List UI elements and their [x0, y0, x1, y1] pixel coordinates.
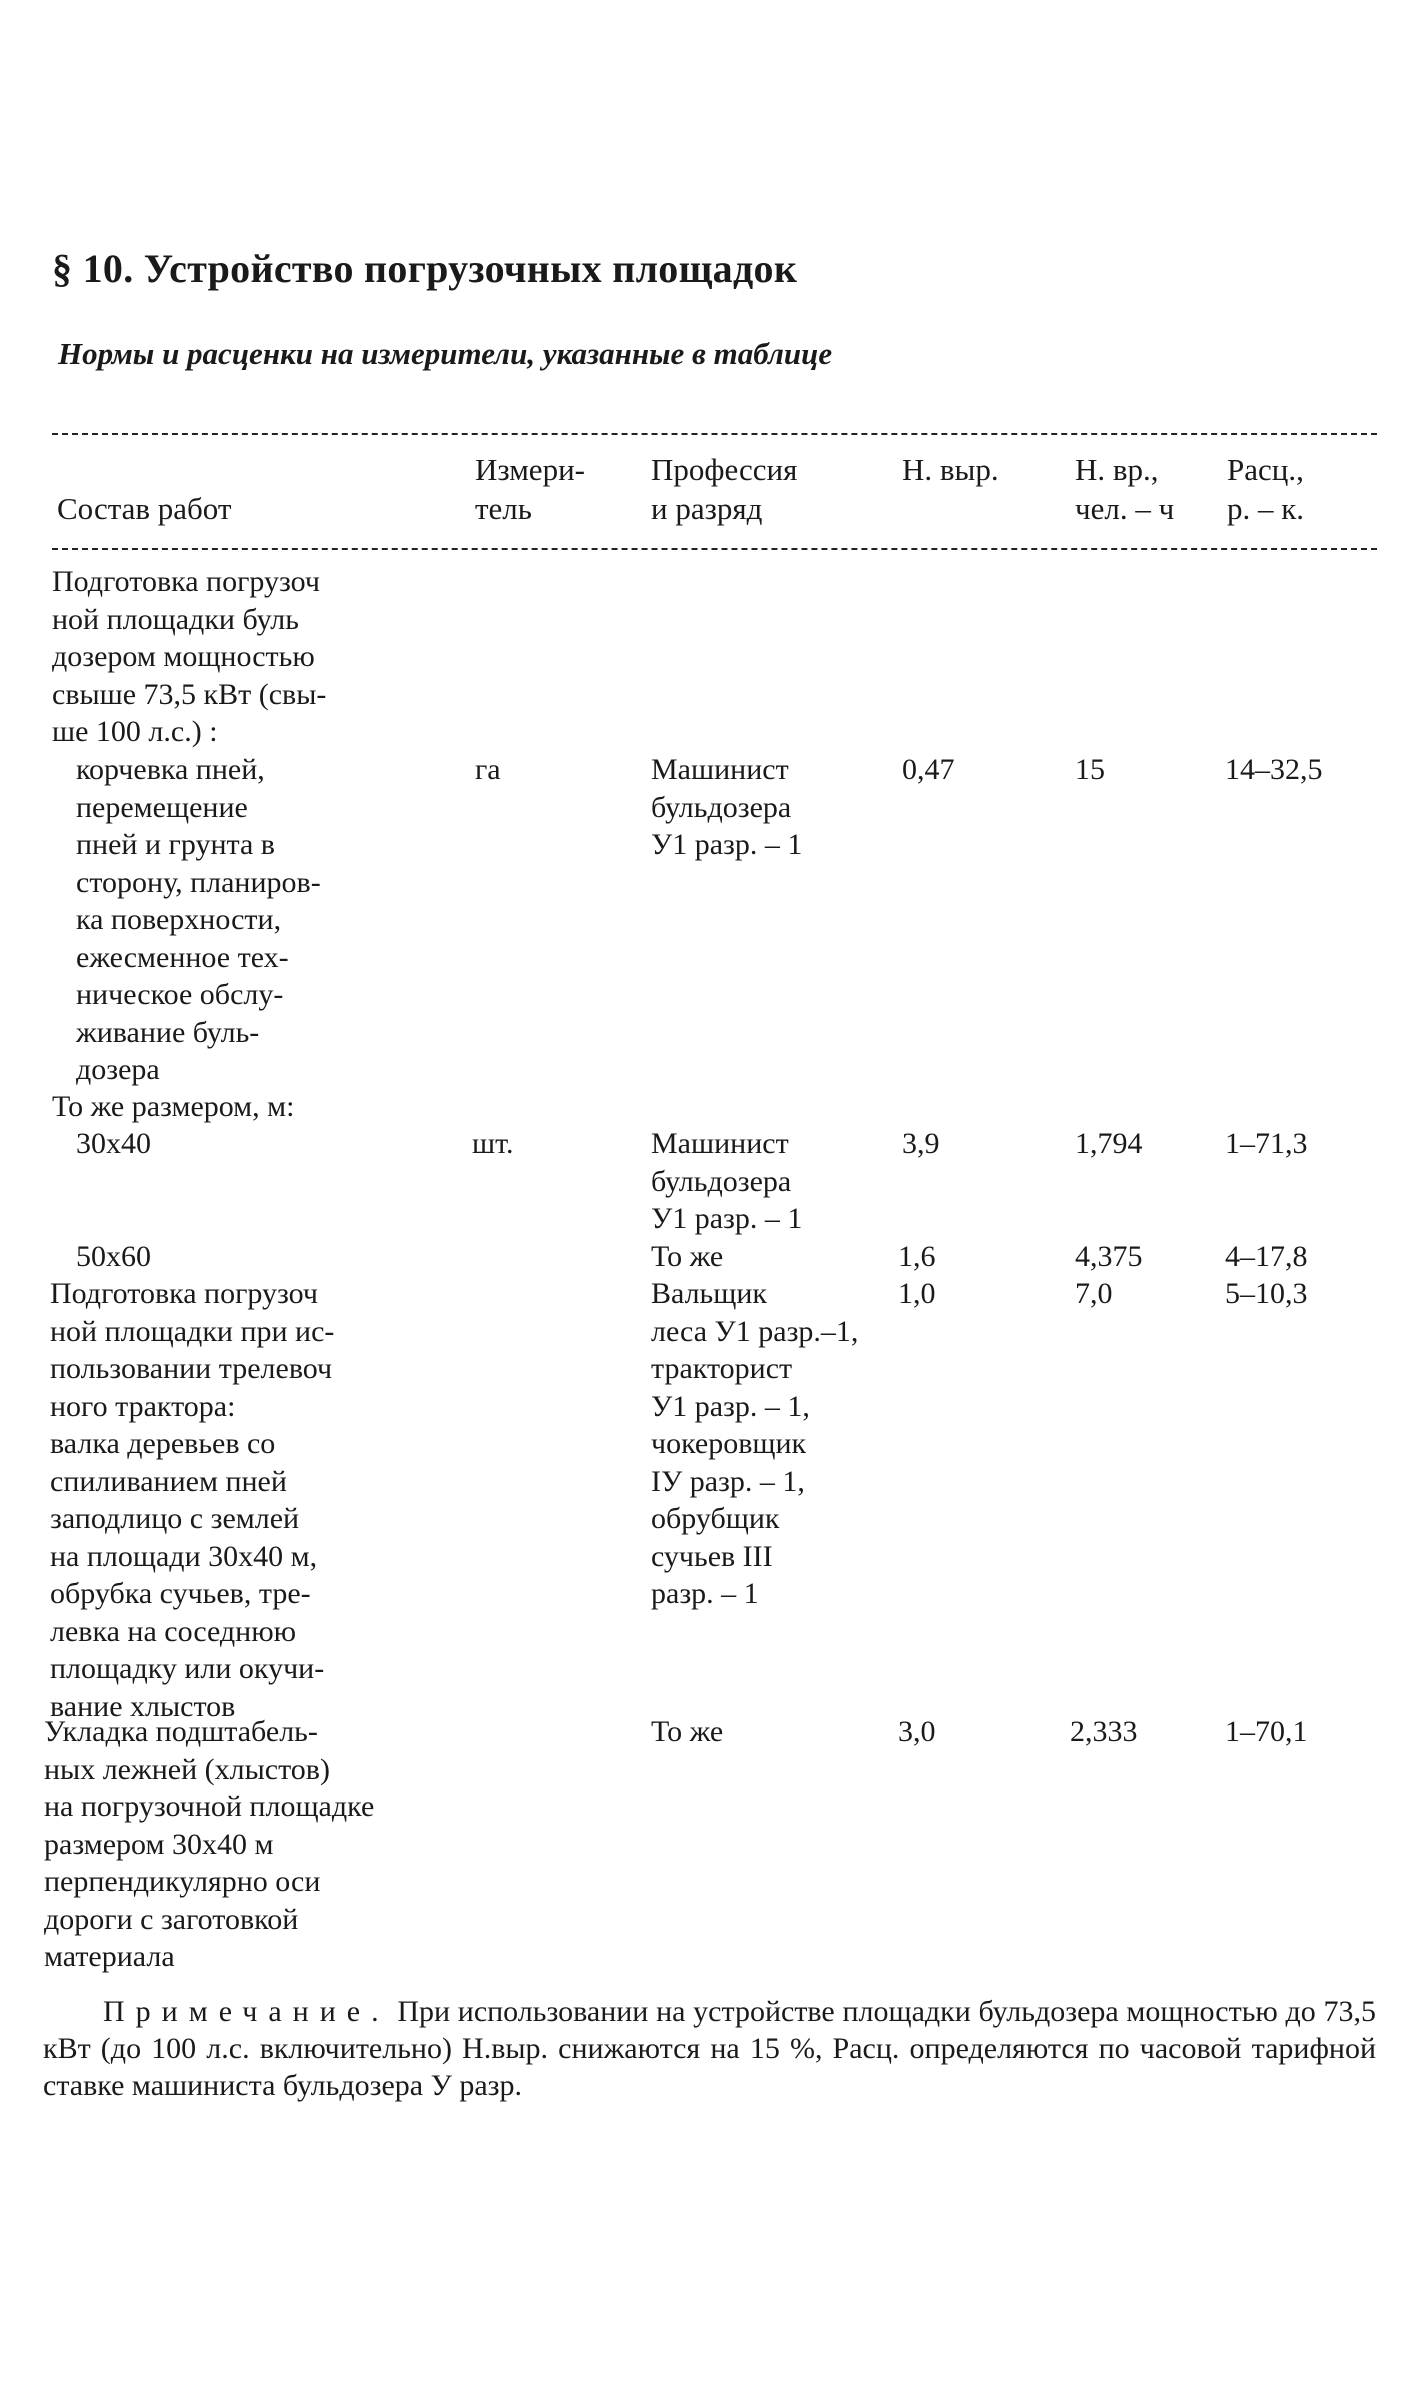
table-row-5-profession: Вальщик леса У1 разр.–1, тракторист У1 разр. – 1, чокеровщик IУ разр. – 1, обрубщик сучьев III разр. – 1 — [651, 1277, 859, 1610]
header-profession: Профессия и разряд — [651, 452, 798, 526]
table-row-1-work: корчевка пней, перемещение пней и грунта в сторону, планиров- ка поверхности, ежесменное тех- ническое обслу- живание буль- дозера — [76, 753, 321, 1086]
header-work: Состав работ — [57, 491, 232, 526]
table-row-3-rate: 1–71,3 — [1225, 1127, 1308, 1160]
footnote-lead: Примечание. — [103, 1995, 390, 2028]
table-row-3-output: 3,9 — [902, 1127, 940, 1160]
table-row-2-work: То же размером, м: — [52, 1090, 295, 1123]
table-row-1-output: 0,47 — [902, 753, 955, 786]
footnote-text: При использовании на устройстве площадки бульдозера мощностью до 73,5 кВт (до 100 л.с. включительно) Н.выр. снижаются на 15 %, Расц. определяются по часовой тарифной ставке машиниста бульдозера У разр. — [43, 1995, 1377, 2102]
table-header-rule — [52, 548, 1377, 550]
table-top-rule — [52, 433, 1377, 435]
table-row-5-time: 7,0 — [1075, 1277, 1113, 1310]
table-row-1-unit: га — [475, 753, 501, 786]
section-title: § 10. Устройство погрузочных площадок — [52, 246, 798, 291]
table-row-4-work: 50х60 — [76, 1240, 151, 1273]
table-row-6-rate: 1–70,1 — [1225, 1715, 1308, 1748]
table-row-5-output: 1,0 — [898, 1277, 936, 1310]
table-row-4-output: 1,6 — [898, 1240, 936, 1273]
table-row-6-output: 3,0 — [898, 1715, 936, 1748]
table-row-3-profession: Машинист бульдозера У1 разр. – 1 — [651, 1127, 803, 1235]
table-row-4-profession: То же — [651, 1240, 724, 1273]
table-row-5-work: Подготовка погрузоч ной площадки при ис- пользовании трелевоч ного трактора: валка деревьев со спиливанием пней заподлицо с землей на площади 30х40 м, обрубка сучьев, тре- левка на соседнюю площадку или окучи- вание хлыстов — [50, 1277, 335, 1723]
table-row-1-rate: 14–32,5 — [1225, 753, 1323, 786]
table-row-3-work: 30х40 — [76, 1127, 151, 1160]
header-time: Н. вр., чел. – ч — [1075, 452, 1175, 526]
header-unit: Измери- тель — [475, 452, 585, 526]
table-row-0-work: Подготовка погрузоч ной площадки буль дозером мощностью свыше 73,5 кВт (свы- ше 100 л.с.) : — [52, 565, 327, 748]
header-output: Н. выр. — [902, 452, 999, 487]
table-row-3-time: 1,794 — [1075, 1127, 1143, 1160]
table-row-6-work: Укладка подштабель- ных лежней (хлыстов) на погрузочной площадке размером 30х40 м перпендикулярно оси дороги с заготовкой материала — [44, 1715, 375, 1973]
table-row-5-rate: 5–10,3 — [1225, 1277, 1308, 1310]
section-subtitle: Нормы и расценки на измерители, указанные в таблице — [58, 336, 833, 371]
table-row-1-profession: Машинист бульдозера У1 разр. – 1 — [651, 753, 803, 861]
table-row-4-rate: 4–17,8 — [1225, 1240, 1308, 1273]
footnote — [43, 1993, 1376, 2104]
header-rate: Расц., р. – к. — [1227, 452, 1305, 526]
table-row-6-time: 2,333 — [1070, 1715, 1138, 1748]
table-row-6-profession: То же — [651, 1715, 724, 1748]
table-row-4-time: 4,375 — [1075, 1240, 1143, 1273]
table-row-1-time: 15 — [1075, 753, 1105, 786]
table-row-3-unit: шт. — [472, 1127, 514, 1160]
